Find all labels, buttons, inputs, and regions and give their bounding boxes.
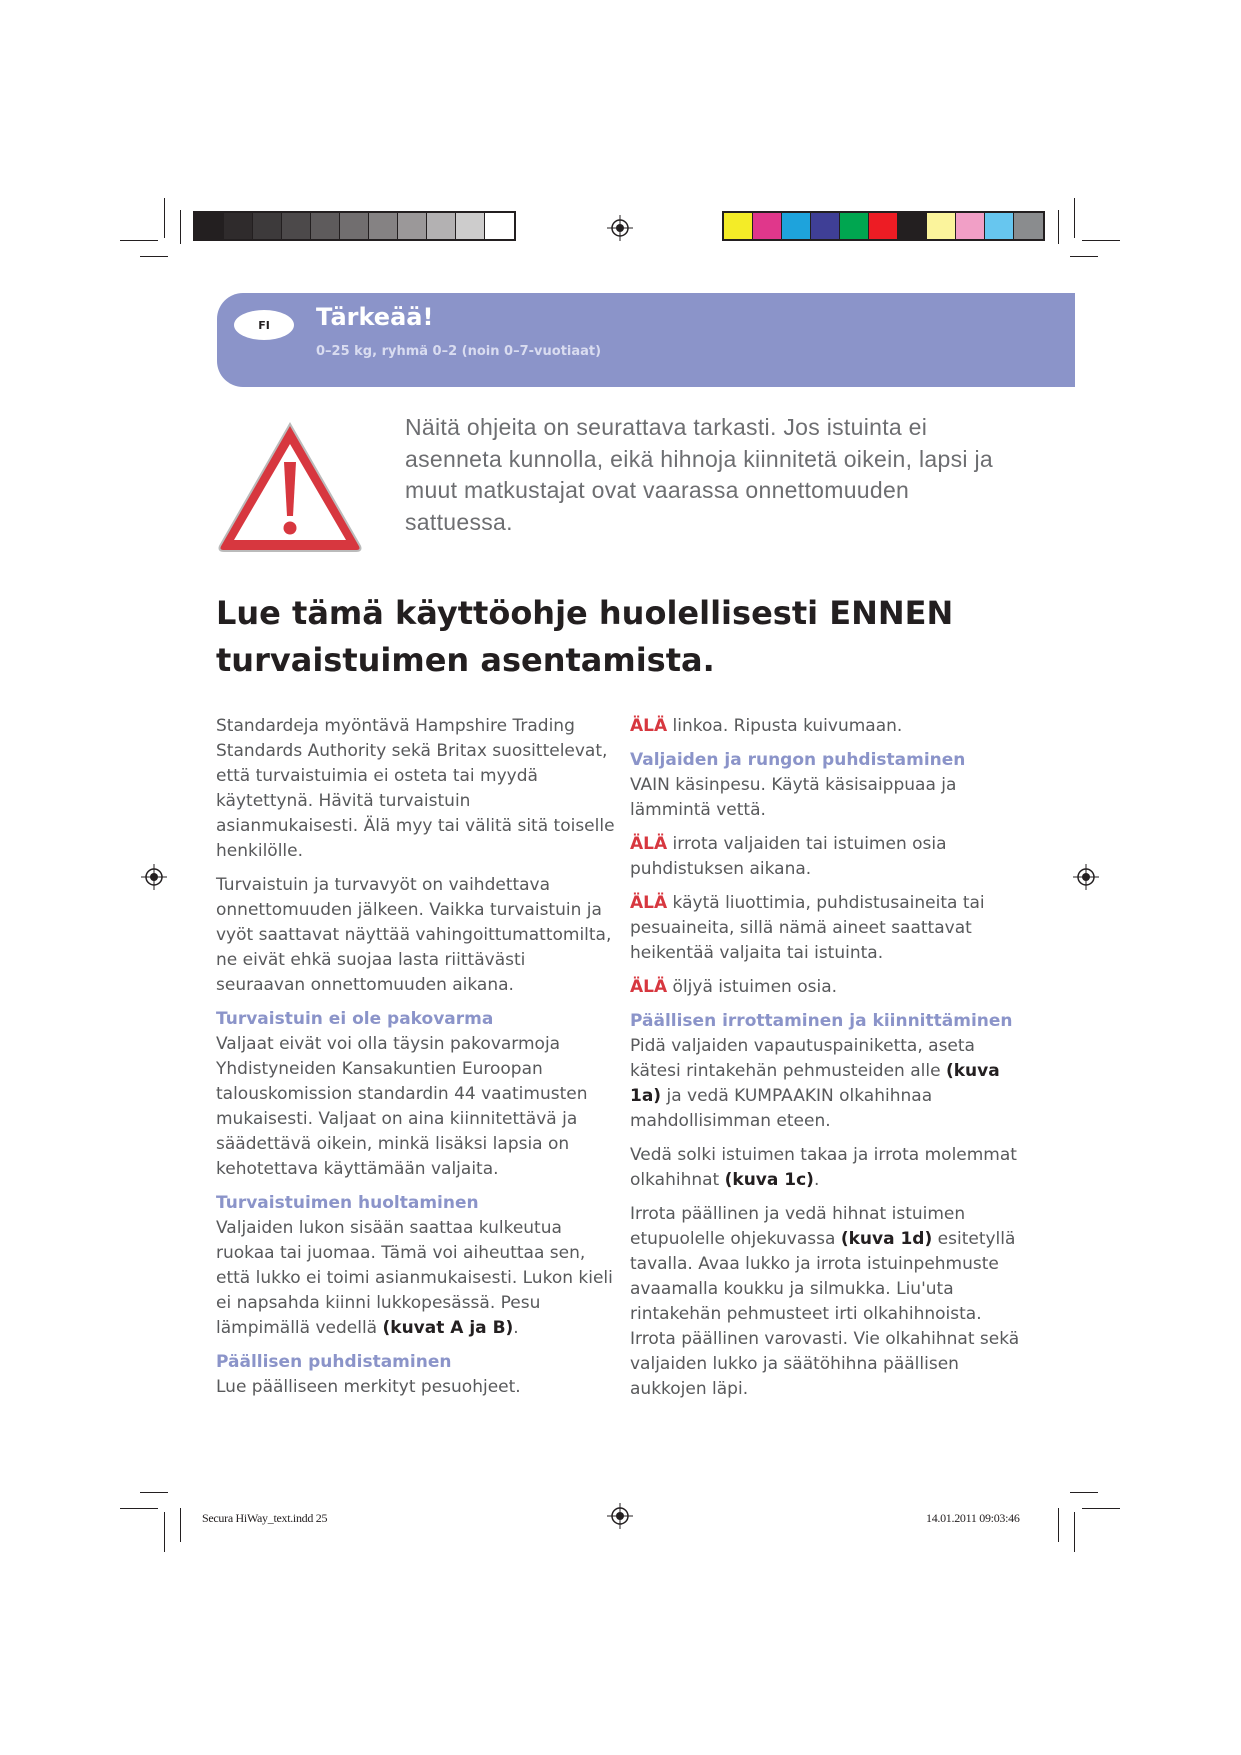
warning-item — [630, 975, 1030, 1000]
paragraph-text: Pidä valjaiden vapautuspainiketta, aseta kätesi rintakehän pehmusteiden alle — [630, 1036, 975, 1081]
crop-mark — [1058, 1508, 1059, 1542]
color-swatch — [985, 213, 1014, 239]
color-swatch — [224, 213, 253, 239]
paragraph-text: . — [813, 1170, 820, 1190]
figure-reference: (kuva 1d) — [840, 1229, 933, 1249]
language-badge: FI — [234, 310, 294, 340]
crop-mark — [1082, 1508, 1120, 1509]
section-heading: Valjaiden ja rungon puhdistaminen — [630, 750, 966, 770]
color-swatch — [253, 213, 282, 239]
paragraph — [630, 1034, 1030, 1134]
paragraph-text: esitetyllä tavalla. Avaa lukko ja irrota istuinpehmuste avaamalla koukku ja silmukka. Liu'uta rintakehän pehmusteet irti olkahihnoista. Irrota päällinen varovasti. Vie olkahihnat sekä valjaiden lukko ja säätöhihna päällisen aukkojen läpi. — [630, 1229, 1020, 1399]
registration-mark-icon — [607, 1503, 633, 1529]
color-swatch — [811, 213, 840, 239]
paragraph-text: Vedä solki istuimen takaa ja irrota molemmat olkahihnat — [630, 1145, 1017, 1190]
crop-mark — [1082, 240, 1120, 241]
crop-mark — [1058, 210, 1059, 244]
ala-label: ÄLÄ — [630, 893, 668, 913]
color-swatch — [898, 213, 927, 239]
footer-timestamp: 14.01.2011 09:03:46 — [926, 1511, 1020, 1525]
warning-item — [630, 832, 1030, 882]
registration-mark-icon — [1073, 864, 1099, 890]
color-swatch — [753, 213, 782, 239]
color-swatch — [840, 213, 869, 239]
paragraph: VAIN käsinpesu. Käytä käsisaippuaa ja lämmintä vettä. — [630, 775, 957, 820]
crop-mark — [1074, 1512, 1075, 1552]
paragraph-text: irrota valjaiden tai istuimen osia puhdistuksen aikana. — [630, 834, 947, 879]
paragraph: Standardeja myöntävä Hampshire Trading Standards Authority sekä Britax suosittelevat, että turvaistuimia ei osteta tai myydä käytettynä. Hävitä turvaistuin asianmukaisesti. Älä myy tai välitä sitä toiselle henkilölle. — [216, 716, 615, 861]
paragraph-text: Irrota päällinen ja vedä hihnat istuimen etupuolelle ohjekuvassa — [630, 1204, 966, 1249]
section — [216, 1191, 616, 1341]
crop-mark — [1070, 256, 1098, 257]
color-swatch — [282, 213, 311, 239]
paragraph: Turvaistuin ja turvavyöt on vaihdettava onnettomuuden jälkeen. Vaikka turvaistuin ja vyöt saattavat näyttää vahingoittumattomilta, ne eivät ehkä suojaa lasta riittävästi seuraavan onnettomuuden aikana. — [216, 875, 612, 995]
crop-mark — [120, 240, 158, 241]
section — [630, 1009, 1030, 1134]
color-swatch — [398, 213, 427, 239]
color-swatch — [869, 213, 898, 239]
crop-mark — [164, 1512, 165, 1552]
section — [216, 1350, 616, 1400]
figure-reference: (kuvat A ja B) — [382, 1318, 514, 1338]
paragraph: Valjaat eivät voi olla täysin pakovarmoja Yhdistyneiden Kansakuntien Euroopan talouskomission standardin 44 vaatimusten mukaisesti. Valjaat on aina kiinnitettävä ja säädettävä oikein, minkä lisäksi lapsia on kehotettava käyttämään valjaita. — [216, 1034, 588, 1179]
warning-text: Näitä ohjeita on seurattava tarkasti. Jos istuinta ei asenneta kunnolla, eikä hihnoja kiinnitetä oikein, lapsi ja muut matkustajat ovat vaarassa onnettomuuden sattuessa. — [405, 414, 993, 535]
figure-reference: (kuva 1a) — [630, 1061, 1000, 1106]
right-column — [630, 714, 1030, 1411]
crop-mark — [1070, 1492, 1098, 1493]
crop-mark — [180, 210, 181, 244]
main-heading: Lue tämä käyttöohje huolellisesti ENNEN turvaistuimen asentamista. — [216, 594, 954, 679]
paragraph-text: öljyä istuimen osia. — [667, 977, 838, 997]
crop-mark — [1074, 198, 1075, 238]
color-swatch — [782, 213, 811, 239]
color-swatch — [956, 213, 985, 239]
registration-mark-icon — [607, 215, 633, 241]
warning-item — [630, 891, 1030, 966]
color-swatch — [927, 213, 956, 239]
ala-label: ÄLÄ — [630, 716, 668, 736]
color-swatch — [456, 213, 485, 239]
paragraph-text: käytä liuottimia, puhdistusaineita tai pesuaineita, sillä nämä aineet saattavat heikentää valjaita tai istuinta. — [630, 893, 985, 963]
footer-file-label: Secura HiWay_text.indd 25 — [202, 1511, 328, 1525]
section — [216, 1007, 616, 1182]
paragraph-text: linkoa. Ripusta kuivumaan. — [667, 716, 903, 736]
paragraph-text: ja vedä KUMPAAKIN olkahihnaa mahdollisimman eteen. — [630, 1086, 933, 1131]
ala-label: ÄLÄ — [630, 834, 668, 854]
crop-mark — [180, 1508, 181, 1542]
section-heading: Turvaistuin ei ole pakovarma — [216, 1009, 494, 1029]
paragraph-text: Valjaiden lukon sisään saattaa kulkeutua ruokaa tai juomaa. Tämä voi aiheuttaa sen, että lukko ei toimi asianmukaisesti. Lukon kieli ei napsahda kiinni lukkopesässä. Pesu lämpimällä vedellä — [216, 1218, 613, 1338]
grayscale-color-bar — [193, 211, 516, 241]
process-color-bar — [722, 211, 1045, 241]
section-heading: Päällisen puhdistaminen — [216, 1352, 452, 1372]
page-subtitle: 0–25 kg, ryhmä 0–2 (noin 0–7-vuotiaat) — [316, 344, 602, 359]
paragraph — [630, 1202, 1030, 1402]
figure-reference: (kuva 1c) — [724, 1170, 814, 1190]
color-swatch — [311, 213, 340, 239]
section-heading: Turvaistuimen huoltaminen — [216, 1193, 479, 1213]
section-heading: Päällisen irrottaminen ja kiinnittäminen — [630, 1011, 1013, 1031]
section — [630, 748, 1030, 823]
color-swatch — [369, 213, 398, 239]
crop-mark — [120, 1508, 158, 1509]
paragraph — [216, 1216, 616, 1341]
warning-triangle-icon — [214, 418, 366, 556]
page-title: Tärkeää! — [316, 303, 434, 331]
paragraph — [630, 1143, 1030, 1193]
color-swatch — [340, 213, 369, 239]
crop-mark — [164, 198, 165, 238]
paragraph-text: . — [513, 1318, 519, 1338]
paragraph: Lue päälliseen merkityt pesuohjeet. — [216, 1377, 521, 1397]
color-swatch — [195, 213, 224, 239]
crop-mark — [140, 1492, 168, 1493]
warning-item — [630, 714, 1030, 739]
ala-label: ÄLÄ — [630, 977, 668, 997]
registration-mark-icon — [141, 864, 167, 890]
color-swatch — [1014, 213, 1043, 239]
left-column — [216, 714, 616, 1409]
color-swatch — [427, 213, 456, 239]
color-swatch — [485, 213, 514, 239]
color-swatch — [724, 213, 753, 239]
crop-mark — [140, 256, 168, 257]
